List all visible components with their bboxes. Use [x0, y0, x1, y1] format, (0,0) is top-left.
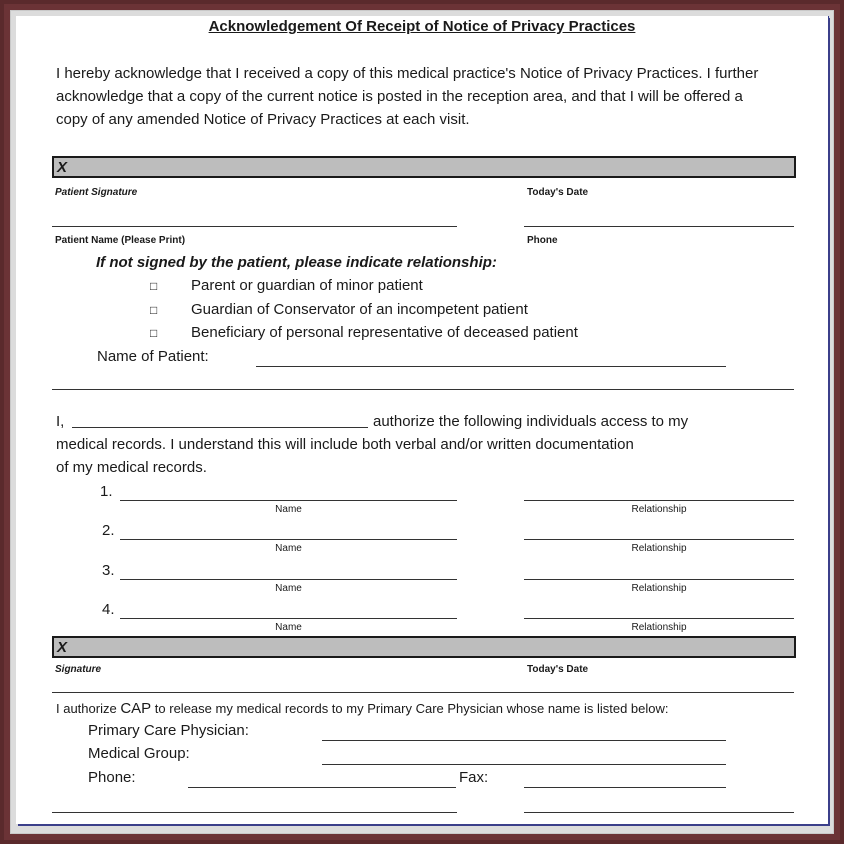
patient-signature-label: Patient Signature — [55, 187, 138, 198]
medical-group-label: Medical Group: — [88, 745, 190, 762]
authorize-prefix: I, — [56, 413, 65, 430]
authorize-text-1: authorize the following individuals access to my — [373, 413, 689, 430]
pcp-line[interactable] — [322, 740, 726, 741]
pcp-label: Primary Care Physician: — [88, 722, 249, 739]
patient-name-line[interactable] — [52, 226, 457, 227]
name-of-patient-line[interactable] — [256, 366, 726, 367]
individual-name-line[interactable] — [120, 539, 457, 540]
todays-date-label: Today's Date — [527, 187, 589, 198]
release-statement — [56, 700, 669, 717]
name-of-patient-label: Name of Patient: — [97, 348, 209, 365]
patient-signature-field[interactable] — [52, 156, 796, 178]
individual-relationship-line[interactable] — [524, 618, 794, 619]
option-beneficiary: Beneficiary of personal representative of deceased patient — [191, 324, 578, 341]
relationship-caption: Relationship — [631, 583, 687, 594]
individual-relationship-line[interactable] — [524, 579, 794, 580]
authorize-text-3: of my medical records. — [56, 459, 207, 476]
phone2-label: Phone: — [88, 769, 136, 786]
intro-paragraph: I hereby acknowledge that I received a copy of this medical practice's Notice of Privacy Practices. I further acknowledge that a copy of the current notice is posted in the reception area, and that I will be offered a copy of any amended Notice of Privacy Practices at each visit. — [56, 65, 759, 128]
individual-name-line[interactable] — [120, 500, 457, 501]
individual-relationship-line[interactable] — [524, 500, 794, 501]
bottom-date-line[interactable] — [524, 812, 794, 813]
individual-number: 2. — [102, 522, 115, 539]
phone-line[interactable] — [524, 226, 794, 227]
form-page — [16, 16, 828, 824]
individual-number: 4. — [102, 601, 115, 618]
phone-label: Phone — [527, 235, 558, 246]
name-caption: Name — [275, 504, 302, 515]
todays-date-label-2: Today's Date — [527, 664, 589, 675]
individual-number: 3. — [102, 562, 115, 579]
phone2-line[interactable] — [188, 787, 456, 788]
authorize-text-2: medical records. I understand this will include both verbal and/or written documentation — [56, 436, 634, 453]
individual-name-line[interactable] — [120, 618, 457, 619]
release-org: CAP — [120, 700, 152, 717]
release-suffix: to release my medical records to my Primary Care Physician whose name is listed below: — [154, 701, 669, 716]
section-divider-2 — [52, 692, 794, 693]
name-caption: Name — [275, 583, 302, 594]
individual-number: 1. — [100, 483, 113, 500]
section-divider — [52, 389, 794, 390]
relationship-caption: Relationship — [631, 622, 687, 633]
patient-name-label: Patient Name (Please Print) — [55, 235, 186, 246]
relationship-caption: Relationship — [631, 504, 687, 515]
name-caption: Name — [275, 622, 302, 633]
signature-label: Signature — [55, 664, 102, 675]
relationship-caption: Relationship — [631, 543, 687, 554]
authorization-signature-field[interactable] — [52, 636, 796, 658]
signature-mark: X — [57, 159, 68, 176]
checkbox-parent[interactable]: □ — [150, 279, 158, 293]
release-prefix: I authorize — [56, 701, 117, 716]
checkbox-guardian[interactable]: □ — [150, 303, 158, 317]
individual-relationship-line[interactable] — [524, 539, 794, 540]
name-caption: Name — [275, 543, 302, 554]
bottom-name-line[interactable] — [52, 812, 457, 813]
fax-line[interactable] — [524, 787, 726, 788]
relationship-heading: If not signed by the patient, please indicate relationship: — [96, 254, 497, 271]
checkbox-beneficiary[interactable]: □ — [150, 326, 158, 340]
medical-group-line[interactable] — [322, 764, 726, 765]
form-title: Acknowledgement Of Receipt of Notice of Privacy Practices — [208, 18, 636, 35]
signature-mark: X — [57, 639, 68, 656]
option-guardian: Guardian of Conservator of an incompetent patient — [191, 301, 528, 318]
authorizer-name-line[interactable] — [72, 427, 368, 428]
fax-label: Fax: — [459, 769, 489, 786]
individual-name-line[interactable] — [120, 579, 457, 580]
option-parent: Parent or guardian of minor patient — [191, 277, 423, 294]
